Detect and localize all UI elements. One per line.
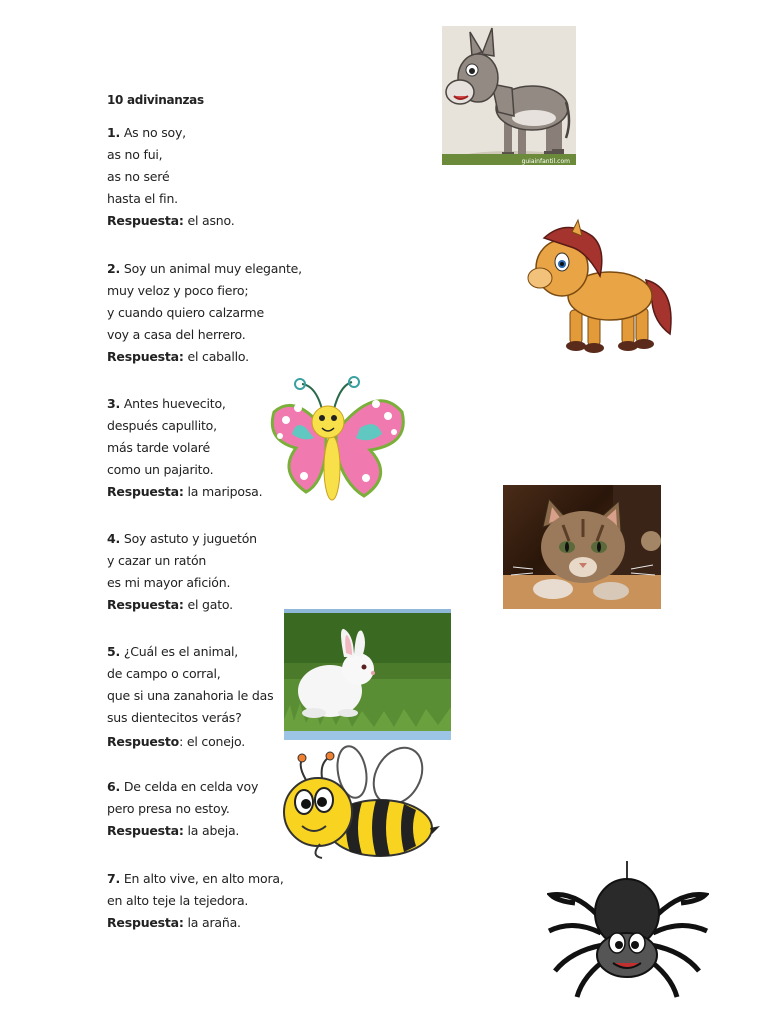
riddle-line: [107, 258, 302, 280]
riddle-line: después capullito,: [107, 418, 217, 433]
riddle-text: ¿Cuál es el animal,: [123, 644, 239, 659]
answer-label: Respuesta:: [107, 349, 184, 364]
riddle-6: [107, 776, 258, 842]
riddle-number: 5.: [107, 644, 121, 659]
riddle-line: que si una zanahoria le das: [107, 688, 274, 703]
riddle-answer: [107, 912, 284, 934]
riddle-line: en alto teje la tejedora.: [107, 893, 249, 908]
answer-label: Respuesta:: [107, 213, 184, 228]
cat-image: [503, 485, 661, 609]
riddle-line: como un pajarito.: [107, 462, 214, 477]
riddle-number: 1.: [107, 125, 121, 140]
riddle-5: [107, 641, 273, 753]
riddle-line: y cuando quiero calzarme: [107, 305, 265, 320]
riddle-line: [107, 393, 262, 415]
riddle-answer: [107, 731, 273, 753]
riddle-line: voy a casa del herrero.: [107, 327, 246, 342]
spider-image: [547, 861, 709, 1000]
riddle-line: y cazar un ratón: [107, 553, 207, 568]
riddle-answer: [107, 481, 262, 503]
riddle-line: pero presa no estoy.: [107, 801, 230, 816]
riddle-number: 2.: [107, 261, 121, 276]
riddle-line: muy veloz y poco fiero;: [107, 283, 249, 298]
bee-image: [280, 742, 440, 864]
answer-label: Respuesta:: [107, 597, 184, 612]
riddle-answer: [107, 210, 235, 232]
answer-text: el gato.: [187, 597, 233, 612]
riddle-text: As no soy,: [123, 125, 186, 140]
answer-text: la mariposa.: [187, 484, 263, 499]
riddle-number: 6.: [107, 779, 121, 794]
riddle-line: as no fui,: [107, 147, 163, 162]
rabbit-image: [284, 609, 451, 740]
answer-text: el asno.: [187, 213, 235, 228]
riddle-4: [107, 528, 257, 616]
answer-label: Respuesto: [107, 734, 180, 749]
riddle-2: [107, 258, 302, 368]
riddle-7: [107, 868, 284, 934]
riddle-number: 7.: [107, 871, 121, 886]
riddle-answer: [107, 346, 302, 368]
riddle-text: Antes huevecito,: [123, 396, 226, 411]
donkey-credit: guiainfantil.com: [521, 158, 570, 165]
butterfly-image: [266, 372, 408, 508]
riddle-line: de campo o corral,: [107, 666, 221, 681]
riddle-line: [107, 122, 235, 144]
answer-text: : el conejo.: [179, 734, 246, 749]
riddle-number: 3.: [107, 396, 121, 411]
riddle-line: as no seré: [107, 169, 170, 184]
riddle-line: más tarde volaré: [107, 440, 210, 455]
answer-text: la abeja.: [187, 823, 240, 838]
answer-text: el caballo.: [187, 349, 249, 364]
riddle-answer: [107, 594, 257, 616]
riddle-answer: [107, 820, 258, 842]
horse-image: [526, 218, 678, 358]
donkey-image: [442, 26, 576, 165]
riddle-line: [107, 528, 257, 550]
answer-label: Respuesta:: [107, 484, 184, 499]
riddle-line: [107, 776, 258, 798]
riddle-number: 4.: [107, 531, 121, 546]
riddle-text: Soy un animal muy elegante,: [123, 261, 302, 276]
document-title: 10 adivinanzas: [107, 93, 204, 107]
riddle-line: [107, 868, 284, 890]
riddle-line: [107, 641, 273, 663]
riddle-line: sus dientecitos verás?: [107, 710, 242, 725]
answer-label: Respuesta:: [107, 915, 184, 930]
riddle-line: hasta el fin.: [107, 191, 178, 206]
riddle-3: [107, 393, 262, 503]
riddle-text: En alto vive, en alto mora,: [123, 871, 284, 886]
answer-label: Respuesta:: [107, 823, 184, 838]
riddle-text: De celda en celda voy: [123, 779, 259, 794]
answer-text: la araña.: [187, 915, 241, 930]
riddle-1: [107, 122, 235, 232]
riddle-line: es mi mayor afición.: [107, 575, 231, 590]
riddle-text: Soy astuto y juguetón: [123, 531, 257, 546]
